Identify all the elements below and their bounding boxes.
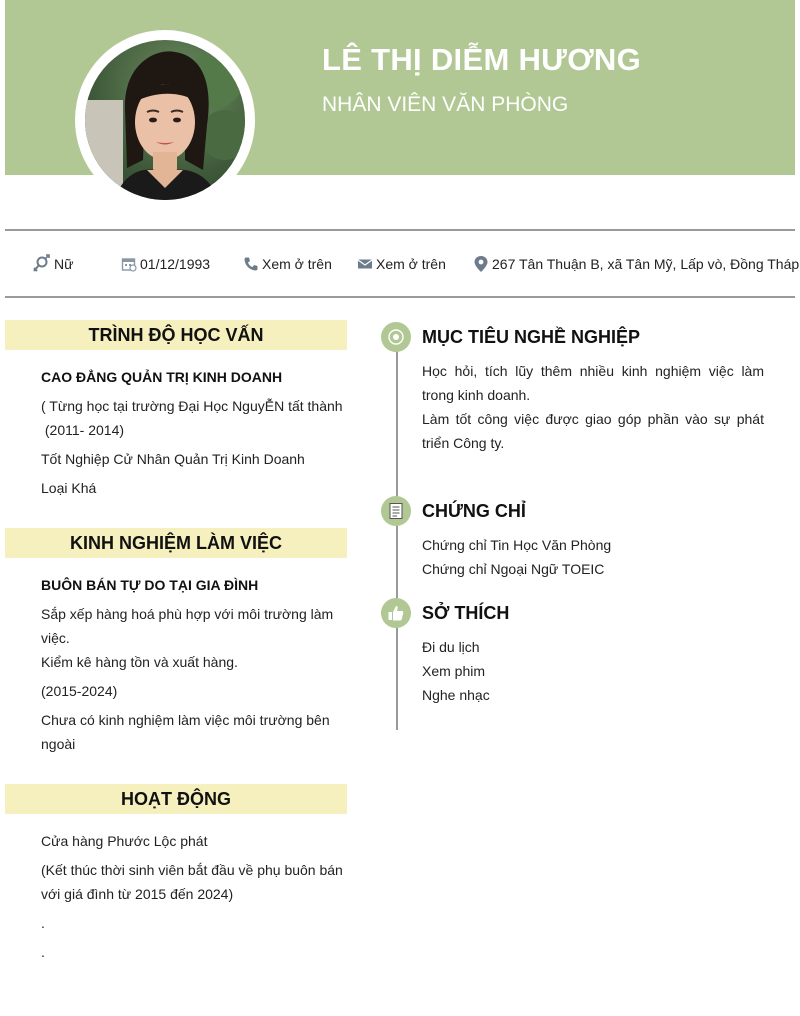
envelope-icon [357,256,373,272]
phone-info [243,254,332,274]
hobbies-heading: SỞ THÍCH [422,603,510,623]
education-grade: Loại Khá [41,480,97,496]
address-info [473,254,799,274]
divider-bottom [5,296,795,298]
experience-company: BUÔN BÁN TỰ DO TẠI GIA ĐÌNH [41,577,259,593]
experience-heading: KINH NGHIỆM LÀM VIỆC [5,528,347,558]
hobby-item: Xem phim [422,663,486,679]
experience-note: Chưa có kinh nghiệm làm việc môi trường bên ngoài [41,712,330,752]
objective-line-1: Học hỏi, tích lũy thêm nhiều kinh nghiệm việc làm trong kinh doanh. [422,363,764,403]
hobby-item: Đi du lịch [422,639,480,655]
avatar [85,40,245,200]
job-title: NHÂN VIÊN VĂN PHÒNG [322,93,569,116]
objective-line-2: Làm tốt công việc được giao góp phần vào sự phát triển Công ty. [422,411,764,451]
candidate-name: LÊ THỊ DIỄM HƯƠNG [322,42,642,77]
email-value: Xem ở trên [376,256,446,272]
activities-dot-2: . [41,944,45,960]
education-heading: TRÌNH ĐỘ HỌC VẤN [5,320,347,350]
certificate-item: Chứng chỉ Tin Học Văn Phòng [422,537,612,553]
phone-value: Xem ở trên [262,256,332,272]
hobby-item: Nghe nhạc [422,687,490,703]
education-school-line2: (2011- 2014) [41,422,125,438]
location-pin-icon [473,255,489,273]
objective-heading: MỤC TIÊU NGHỀ NGHIỆP [422,327,641,347]
certificates-heading: CHỨNG CHỈ [422,501,526,521]
gender-value: Nữ [54,256,74,272]
divider-top [5,229,795,231]
experience-period: (2015-2024) [41,683,118,699]
avatar-photo [85,40,245,200]
birthday-value: 01/12/1993 [140,256,211,272]
education-graduation: Tốt Nghiệp Cử Nhân Quản Trị Kinh Doanh [41,451,305,467]
target-icon [387,328,405,346]
thumbs-up-icon [387,604,405,622]
experience-task-2: Kiểm kê hàng tồn và xuất hàng. [41,654,238,670]
activities-description: (Kết thúc thời sinh viên bắt đầu về phụ buôn bán với giá đình từ 2015 đến 2024) [41,862,343,902]
phone-icon [243,256,259,272]
objective-badge [381,322,411,352]
hobbies-badge [381,598,411,628]
calendar-icon [121,256,137,272]
email-info [357,254,446,274]
address-value: 267 Tân Thuận B, xã Tân Mỹ, Lấp vò, Đồng Tháp [492,256,800,272]
document-icon [388,502,404,520]
activities-place: Cửa hàng Phước Lộc phát [41,833,208,849]
education-school-line1: ( Từng học tại trường Đại Học NguyỄN tất thành [41,398,343,414]
birthday-info [121,254,210,274]
certificates-badge [381,496,411,526]
gender-info [31,254,73,274]
activities-heading: HOẠT ĐỘNG [5,784,347,814]
experience-task-1: Sắp xếp hàng hoá phù hợp với môi trường làm việc. [41,606,334,646]
certificate-item: Chứng chỉ Ngoại Ngữ TOEIC [422,561,605,577]
activities-dot-1: . [41,915,45,931]
education-degree: CAO ĐẲNG QUẢN TRỊ KINH DOANH [41,369,283,385]
timeline-line [396,345,398,730]
gender-icon [31,254,51,274]
